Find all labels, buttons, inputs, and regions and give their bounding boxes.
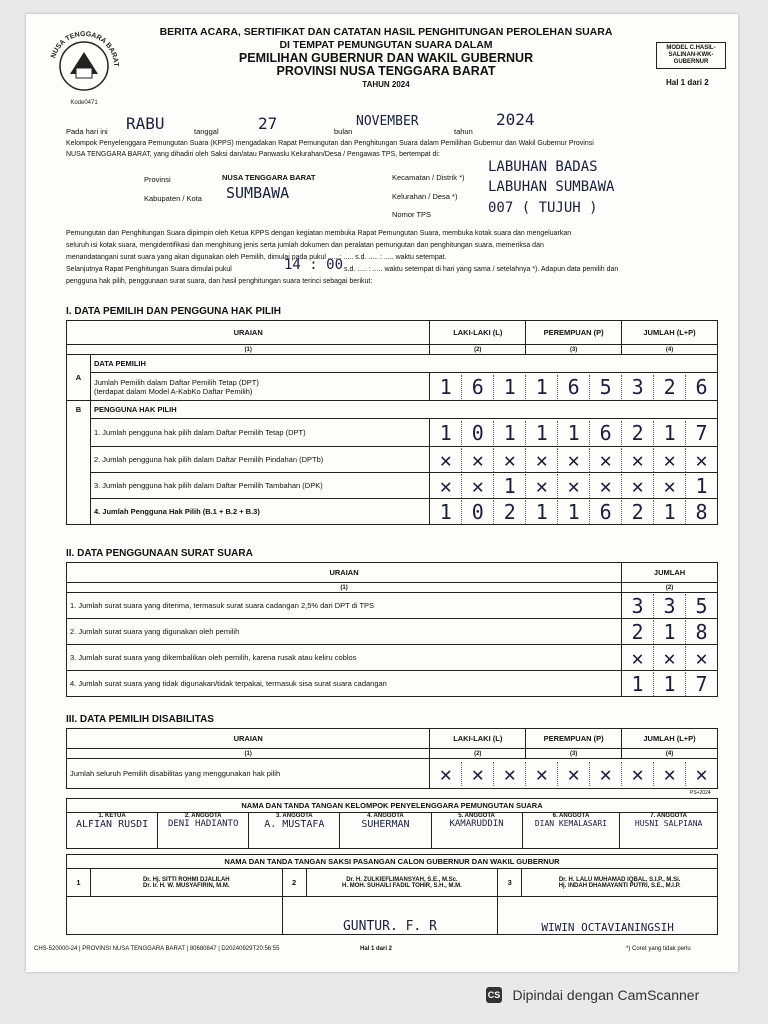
digit: 3 [631,593,644,618]
kpps-role: 3. ANGGOTA [275,813,313,819]
kpps-cell [249,813,340,849]
digit: ✕ [439,447,452,472]
saksi-sign3 [498,897,718,935]
digit: ✕ [589,448,621,472]
digit: 7 [685,421,717,445]
intro-paragraph2e: s.d. ..... : ..... waktu setempat di hari yang sama / setelahnya *). Adapun data pemilih dan [344,266,619,273]
header-line5: TAHUN 2024 [362,80,410,89]
s3-r1-label: Jumlah seluruh Pemilih disabilitas yang menggunakan hak pilih [67,759,430,789]
desa-label: Kelurahan / Desa *) [392,192,458,201]
s1-a-title: DATA PEMILIH [90,355,717,373]
kpps-cell [158,813,249,849]
s3-r1-values [430,759,718,789]
digit: 0 [461,500,493,524]
digit: 1 [653,500,685,524]
s2-r4-label: 4. Jumlah surat suara yang tidak digunakan/tidak terpakai, termasuk sisa surat suara cadangan [67,671,622,697]
kpps-cell [522,813,620,849]
digit: 1 [439,374,452,399]
digit: ✕ [653,762,685,786]
header-line3: PEMILIHAN GUBERNUR DAN WAKIL GUBERNUR [238,51,534,65]
digit: ✕ [525,762,557,786]
saksi-pair1 [90,869,282,897]
s1-b-title: PENGGUNA HAK PILIH [90,401,717,419]
saksi-title: NAMA DAN TANDA TANGAN SAKSI PASANGAN CALON GUBERNUR DAN WAKIL GUBERNUR [67,855,718,869]
digit: ✕ [557,474,589,498]
kpps-name: HUSNI SALPIANA [634,819,703,828]
kpps-name: DIAN KEMALASARI [534,819,608,828]
section2-title: II. DATA PENGGUNAAN SURAT SUARA [66,548,253,559]
kpps-name: DENI HADIANTO [167,819,239,829]
digit: 3 [653,594,685,618]
digit: ✕ [631,645,644,670]
intro-paragraph2a: Pemungutan dan Penghitungan Suara dipimpin oleh Ketua KPPS dengan kegiatan membuka Rapat Pemungutan Suara, membuka kotak suara dan mengeluarkan [66,230,572,237]
footer-left: CHS-520000-24 | PROVINSI NUSA TENGGARA BARAT | 80680847 | D20240929T20:56:55 [34,946,280,952]
s3-n4: (4) [622,749,718,759]
s3-col-uraian: URAIAN [67,729,430,749]
kabupaten-label: Kabupaten / Kota [144,194,202,203]
digit: 8 [685,620,717,644]
s2-n2: (2) [622,583,718,593]
digit: ✕ [621,762,653,786]
pada-hari-label: Pada hari ini [66,127,108,136]
digit: ✕ [461,474,493,498]
digit: 0 [461,421,493,445]
digit: 1 [493,474,525,498]
tanggal-label: tanggal [194,127,219,136]
digit: ✕ [653,448,685,472]
digit: ✕ [557,448,589,472]
digit: 1 [439,499,452,524]
digit: ✕ [685,762,717,786]
tps-value: 007 ( TUJUH ) [488,200,598,216]
digit: ✕ [621,448,653,472]
s1-b3-values [430,473,718,499]
intro-paragraph2d: Selanjutnya Rapat Penghitungan Suara dimulai pukul [66,266,232,273]
s1-col-j: JUMLAH (L+P) [622,321,718,345]
digit: 2 [653,375,685,399]
digit: ✕ [493,448,525,472]
footer-right: *) Coret yang tidak perlu [626,946,691,952]
model-box: MODEL C.HASIL-SALINAN-KWK-GUBERNUR [656,42,726,69]
intro-paragraph1a: Kelompok Penyelenggara Pemungutan Suara (KPPS) mengadakan Rapat Pemungutan dan Penghitungan Suara dalam Pemilihan Gubernur dan Wakil Gubernur Provinsi [66,140,594,147]
digit: 1 [439,420,452,445]
tanggal-value: 27 [258,114,278,133]
digit: 1 [631,671,644,696]
digit: ✕ [589,762,621,786]
saksi-table [66,854,718,935]
section3-table [66,728,718,789]
saksi-sign2 [282,897,498,935]
digit: 1 [653,672,685,696]
kpu-logo-icon [40,24,128,112]
s1-b3-label: 3. Jumlah pengguna hak pilih dalam Daftar Pemilih Tambahan (DPK) [90,473,429,499]
kecamatan-value: LABUHAN BADAS [488,159,598,175]
s1-a1-text: Jumlah Pemilih dalam Daftar Pemilih Tetap (DPT) [93,377,259,387]
digit: ✕ [461,448,493,472]
header-line4: PROVINSI NUSA TENGGARA BARAT [276,64,496,78]
s1-a1-values [430,373,718,401]
s1-a1-sub: (terdapat dalam Model A-KabKo Daftar Pemilih) [93,386,253,396]
saksi-p1b: Dr. Ir. H. W. MUSYAFIRIN, M.M. [143,882,230,889]
s3-n3: (3) [526,749,622,759]
digit: 6 [589,500,621,524]
saksi-p2a: Dr. H. ZULKIEFLIMANSYAH, S.E., M.Sc. [346,876,458,883]
digit: 7 [685,672,717,696]
camscanner-label: Dipindai dengan CamScanner [512,986,700,1003]
bulan-label: bulan [334,127,353,136]
kecamatan-label: Kecamatan / Distrik *) [392,173,465,182]
document-header [146,26,626,91]
digit: ✕ [685,646,717,670]
s1-b4-values [430,499,718,525]
digit: 5 [589,375,621,399]
section1-title: I. DATA PEMILIH DAN PENGGUNA HAK PILIH [66,306,281,317]
s1-a1-label [90,373,429,401]
s2-r3-label: 3. Jumlah surat suara yang dikembalikan oleh pemilih, karena rusak atau keliru coblos [67,645,622,671]
header-line2: DI TEMPAT PEMUNGUTAN SUARA DALAM [279,39,493,51]
digit: 1 [525,375,557,399]
digit: 2 [493,500,525,524]
digit: ✕ [493,762,525,786]
digit: 6 [589,421,621,445]
kpps-role: 5. ANGGOTA [458,813,495,819]
footer-mid: Hal 1 dari 2 [360,946,393,952]
kpps-cell [67,813,158,849]
s3-n2: (2) [430,749,526,759]
digit: 6 [685,375,717,399]
saksi-pair3 [522,869,718,897]
digit: 1 [653,620,685,644]
waktu-value: 14 : 00 [284,257,344,273]
s2-r3-values [622,645,718,671]
s1-n4: (4) [622,345,718,355]
desa-value: LABUHAN SUMBAWA [488,179,615,195]
logo-sub: Kode0471 [70,100,98,106]
digit: ✕ [653,474,685,498]
saksi-p1a: Dr. Hj. SITTI ROHMI DJALILAH [142,876,230,883]
s2-r2-label: 2. Jumlah surat suara yang digunakan oleh pemilih [67,619,622,645]
digit: 2 [631,619,644,644]
digit: 2 [621,421,653,445]
s1-b1-label: 1. Jumlah pengguna hak pilih dalam Daftar Pemilih Tetap (DPT) [90,419,429,447]
saksi-sign2-name: GUNTUR. F. R [342,919,437,934]
digit: 1 [525,421,557,445]
s3-col-p: PEREMPUAN (P) [526,729,622,749]
kpps-role: 2. ANGGOTA [184,813,222,819]
s2-r2-values [622,619,718,645]
s1-b2-values [430,447,718,473]
s2-r1-values [622,593,718,619]
s3-n1: (1) [67,749,430,759]
kpps-role: 6. ANGGOTA [552,813,590,819]
tps-label: Nomor TPS [392,210,432,219]
digit: 1 [525,500,557,524]
digit: ✕ [525,474,557,498]
digit: 6 [557,375,589,399]
kabupaten-value: SUMBAWA [226,184,290,202]
hari-value: RABU [126,114,165,133]
intro-paragraph2c: menandatangani surat suara yang akan digunakan oleh Pemilih, dimulai pada pukul ..... : ..... s.d. ..... : ..... waktu setempat. [66,254,447,261]
header-line1: BERITA ACARA, SERTIFIKAT DAN CATATAN HASIL PENGHITUNGAN PEROLEHAN SUARA [159,26,613,38]
digit: ✕ [589,474,621,498]
saksi-p2b: H. MOH. SUHAILI FADIL TOHIR, S.H., M.M. [342,882,462,889]
saksi-sign3-name: WIWIN OCTAVIANINGSIH [541,921,674,934]
section3-title: III. DATA PEMILIH DISABILITAS [66,714,214,725]
digit: 1 [557,500,589,524]
s3-col-j: JUMLAH (L+P) [622,729,718,749]
intro-paragraph2f: pengguna hak pilih, penggunaan surat suara, dan hasil penghitungan suara terinci sebagai berikut: [66,278,373,285]
saksi-p3b: Hj. INDAH DHAMAYANTI PUTRI, S.E., M.I.P. [558,882,681,889]
digit: ✕ [621,474,653,498]
logo-text: NUSA TENGGARA BARAT [50,30,120,67]
digit: ✕ [461,762,493,786]
form-sheet [26,14,738,972]
saksi-n2: 2 [282,869,306,897]
s1-b1-values [430,419,718,447]
saksi-sign1 [67,897,283,935]
s1-col-p: PEREMPUAN (P) [526,321,622,345]
kpps-name: ALFIAN RUSDI [75,819,149,830]
saksi-n1: 1 [67,869,91,897]
kpps-cell [340,813,431,849]
s2-col-uraian: URAIAN [67,563,622,583]
page-indicator: Hal 1 dari 2 [666,78,709,87]
kpps-name: SUHERMAN [361,819,410,830]
kpps-name: A. MUSTAFA [264,819,325,830]
digit: 8 [685,500,717,524]
digit: ✕ [439,761,452,786]
digit: 1 [493,375,525,399]
bulan-value: NOVEMBER [356,114,419,129]
section1-table [66,320,718,525]
s2-r1-label: 1. Jumlah surat suara yang diterima, termasuk surat suara cadangan 2,5% dari DPT di TPS [67,593,622,619]
kpps-cell [431,813,522,849]
tahun-label: tahun [454,127,473,136]
section2-table [66,562,718,697]
intro-paragraph2b: seluruh isi kotak suara, mengidentifikasi dan menghitung jenis serta jumlah dokumen dan peralatan pemungutan dan penghitungan suara, memeriksa dan [66,242,544,249]
digit: 3 [621,375,653,399]
s1-a-code: A [67,355,91,401]
s3-col-l: LAKI-LAKI (L) [430,729,526,749]
camscanner-watermark [486,986,756,1012]
s1-b4-label: 4. Jumlah Pengguna Hak Pilih (B.1 + B.2 + B.3) [90,499,429,525]
provinsi-value: NUSA TENGGARA BARAT [222,173,316,182]
saksi-p3a: Dr. H. LALU MUHAMAD IQBAL, S.I.P., M.Si. [558,876,681,883]
s1-n3: (3) [526,345,622,355]
kpps-cell [620,813,718,849]
digit: 6 [461,375,493,399]
kpps-role: 4. ANGGOTA [367,813,404,819]
digit: 1 [493,421,525,445]
intro-paragraph1b: NUSA TENGGARA BARAT, yang dihadiri oleh Saksi dan/atau Panwaslu Kelurahan/Desa / Pengawas TPS, bertempat di: [66,151,440,158]
saksi-pair2 [306,869,498,897]
kpps-name: KAMARUDDIN [449,819,504,829]
s2-r4-values [622,671,718,697]
kpps-role: 1. KETUA [98,813,126,819]
saksi-n3: 3 [498,869,522,897]
tahun-value: 2024 [496,110,535,129]
digit: ✕ [685,448,717,472]
s1-col-l: LAKI-LAKI (L) [430,321,526,345]
digit: 1 [653,421,685,445]
digit: ✕ [557,762,589,786]
digit: 1 [557,421,589,445]
digit: ✕ [525,448,557,472]
kpps-role: 7. ANGGOTA [650,813,687,819]
s1-n2: (2) [430,345,526,355]
s2-col-j: JUMLAH [622,563,718,583]
digit: ✕ [653,646,685,670]
form-code: PS+2024 [690,790,711,796]
s2-n1: (1) [67,583,622,593]
s1-b-code: B [67,401,91,525]
digit: ✕ [439,473,452,498]
kpps-title: NAMA DAN TANDA TANGAN KELOMPOK PENYELENGGARA PEMUNGUTAN SUARA [67,799,718,813]
kpps-table [66,798,718,849]
digit: 1 [685,474,717,498]
provinsi-label: Provinsi [144,175,171,184]
digit: 5 [685,594,717,618]
digit: 2 [621,500,653,524]
s1-col-uraian: URAIAN [67,321,430,345]
s1-n1: (1) [67,345,430,355]
s1-b2-label: 2. Jumlah pengguna hak pilih dalam Daftar Pemilih Pindahan (DPTb) [90,447,429,473]
camscanner-icon: CS [486,987,502,1003]
